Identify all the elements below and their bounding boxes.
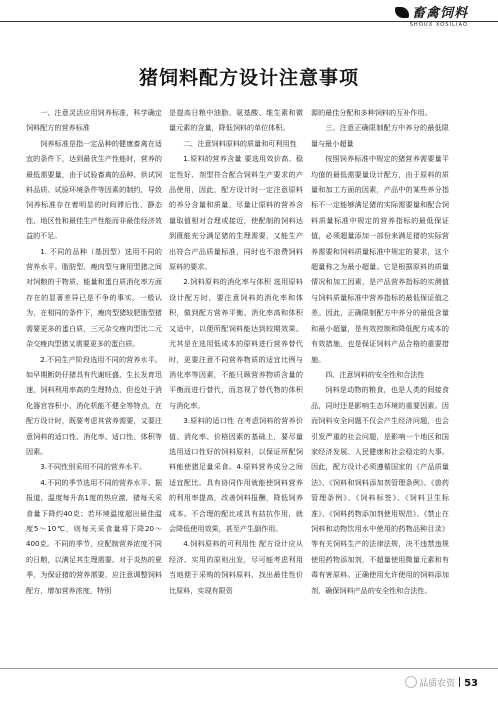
paragraph: 按照饲养标准中规定的猪营养需要量平均值的最低需要量设计配方，由于原料的质量和加工方面的因素，产品中的某些养分指标不一定能够满足猪的实际需要量和配合饲料质量标准中规定的营养指标的最低保证值，必须超量添加一部份来满足猪的实际营养需要和饲料质量标准中规定的要求，这个超量称之为最小超量。它是根据原料的质量情况和加工因素，是产品营养指标的实测值与饲料质量标准中营养指标的最低保证值之差。因此，正确限制配方中养分的最低含量和最小超量，是有效控制和降低配方成本的有效措施，也是保证饲料产品合格的重要措施。	[311, 154, 449, 364]
paragraph: 2.不同生产阶段选用不同的营养水平。如早期断奶仔猪具有代谢旺盛、生长发育迅速，饲料利用率高的生理特点，但也处于消化器官容积小、消化机能不健全等特点，在配方设计时，既要考虑其营养需要，又要注意饲料的适口性、消化率、适口性、体积等因素。	[26, 354, 162, 456]
paragraph: 饲料是动物的粮食，也是人类的间接食品，同时还是影响生态环境的重要因素。因而饲料安全问题不仅会产生经济问题，也会引发严重的社会问题，是影响一个地区和国家经济发展、人民健康和社会稳定的大事。因此，配方设计必须遵循国家的《产品质量法》、《饲料和饲料添加剂管理条例》、《兽药管理条例》、《饲料标签》、《饲料卫生标准》、《饲料药物添加剂使用规范》、《禁止在饲料和动物饮用水中使用的药物品种目录》等有关饲料生产的法律法规，决不违禁违规使用药物添加剂，不超量使用微量元素和有毒有害原料。正确使用允许使用的饲料添加剂，确保饲料产品的安全性和合法性。	[311, 385, 449, 595]
section-heading: 四、注意饲料的安全性和合法性	[325, 369, 425, 379]
page-number: 53	[464, 678, 478, 689]
paragraph: 饲养标准是指一定品种的健康畜禽在适宜的条件下，达到最优生产性能时，营养的最低需要量，由于试验畜禽的品种、供试饲料品质、试验环境条件等因素的制约，导致饲养标准存在着明显的时间滞后性、静态性、地区性和最佳生产性能而非最佳经济效益的不足。	[26, 138, 162, 241]
paragraph: 1. 不同的品种（基因型）选用不同的营养水平。脂肪型、瘦肉型与兼用型猪之间对饲粮的干物质、能量和蛋白质消化率方面存在的显著差异已是不争的事实。一般认为，在相同的条件下，瘦肉型猪较肥脂型猪需要更多的蛋白质，三元杂交瘦肉型比二元杂交瘦肉型猪又需要更多的蛋白质。	[26, 246, 162, 349]
magazine-logo-icon	[405, 676, 417, 688]
article-title: 猪饲料配方设计注意事项	[138, 67, 359, 89]
column-1	[26, 105, 162, 665]
page-footer	[405, 676, 478, 689]
paragraph: 3.原料的适口性 在考虑饲料的营养价值、消化率、价格因素的基础上，要尽量选用适口性好的饲料原料，以保证所配饲料能使猪足量采食。4.原料营养成分之间适宜配比。具有协同作用就能使饲料营养的利用率提高，改善饲料报酬，降低饲养成本。不合理的配比或具有拮抗作用，就会降低使用效果，甚至产生副作用。	[169, 416, 303, 533]
section-heading: 一、注意灵活应用饲养标准，科学确定饲料配方的营养标准	[26, 108, 162, 133]
magazine-brand	[395, 2, 468, 21]
column-2	[169, 105, 303, 665]
brand-name: 畜禽饲料	[411, 6, 468, 21]
section-heading: 二、注意饲料原料的质量和可利用性	[183, 138, 297, 148]
magazine-name: 品质农资	[419, 679, 456, 689]
paragraph: 源的最佳分配和多种饲料的互补作用。	[311, 108, 432, 117]
footer-divider	[459, 677, 460, 687]
paragraph: 4.不同的季节选用不同的营养水平。据报道，温度每升高1度的热应激，猪每天采食量下降约40克；若环境温度超出最佳温度5～10℃，则每天采食量将下降20～400克。不同的季节，应配制营养浓度不同的日粮，以满足其生理需要。对于炎热的夏季，为保证猪的营养需要，应注意调整饲料配方，增加营养浓度，特别	[26, 477, 162, 595]
paragraph: 2.饲料原料的消化率与体积 选用原料设计配方时，要注意饲料的消化率和体积，做到配方营养平衡、消化率高和体积又适中，以便所配饲料能达到较期效果。尤其是在选用低成本的原料进行营养替代时，更要注意不同营养物质的适宜比例与消化率等因素，不能只顾营养物质含量的平衡而进行替代，而忽视了替代物的体积与消化率。	[169, 277, 303, 410]
paragraph: 1.原料的营养含量 要选用效价高、稳定性好、剂型符合配合饲料生产要求的产品使用，因此，配方设计时一定注意原料的养分含量和质量，尽量让原料的营养含量取值相对合理或接近，使配制的饲料达到既能充分满足猪的生理需要，又能生产出符合产品质量标准，同时也不浪费饲料原料的要求。	[169, 154, 303, 272]
paragraph: 4.饲料原料的可利用性 配方设计应从经济、实用的原则出发，尽可能考虑利用当地便于采购的饲料原料，找出最佳性价比原料，实现有限资	[169, 539, 303, 595]
brand-logo-icon	[395, 7, 409, 18]
paragraph: 是提高日粮中油脂、氨基酸、维生素和微量元素的含量，降低饲料的单位体积。	[169, 108, 303, 133]
paragraph: 3.不同性别采用不同的营养水平。	[40, 462, 147, 472]
section-heading: 三、注意正确限制配方中养分的最低限量与最小超量	[311, 123, 449, 148]
brand-english: SHOUX XOSILIAO	[409, 22, 468, 28]
footer-rule	[0, 668, 498, 669]
column-3	[311, 105, 449, 665]
